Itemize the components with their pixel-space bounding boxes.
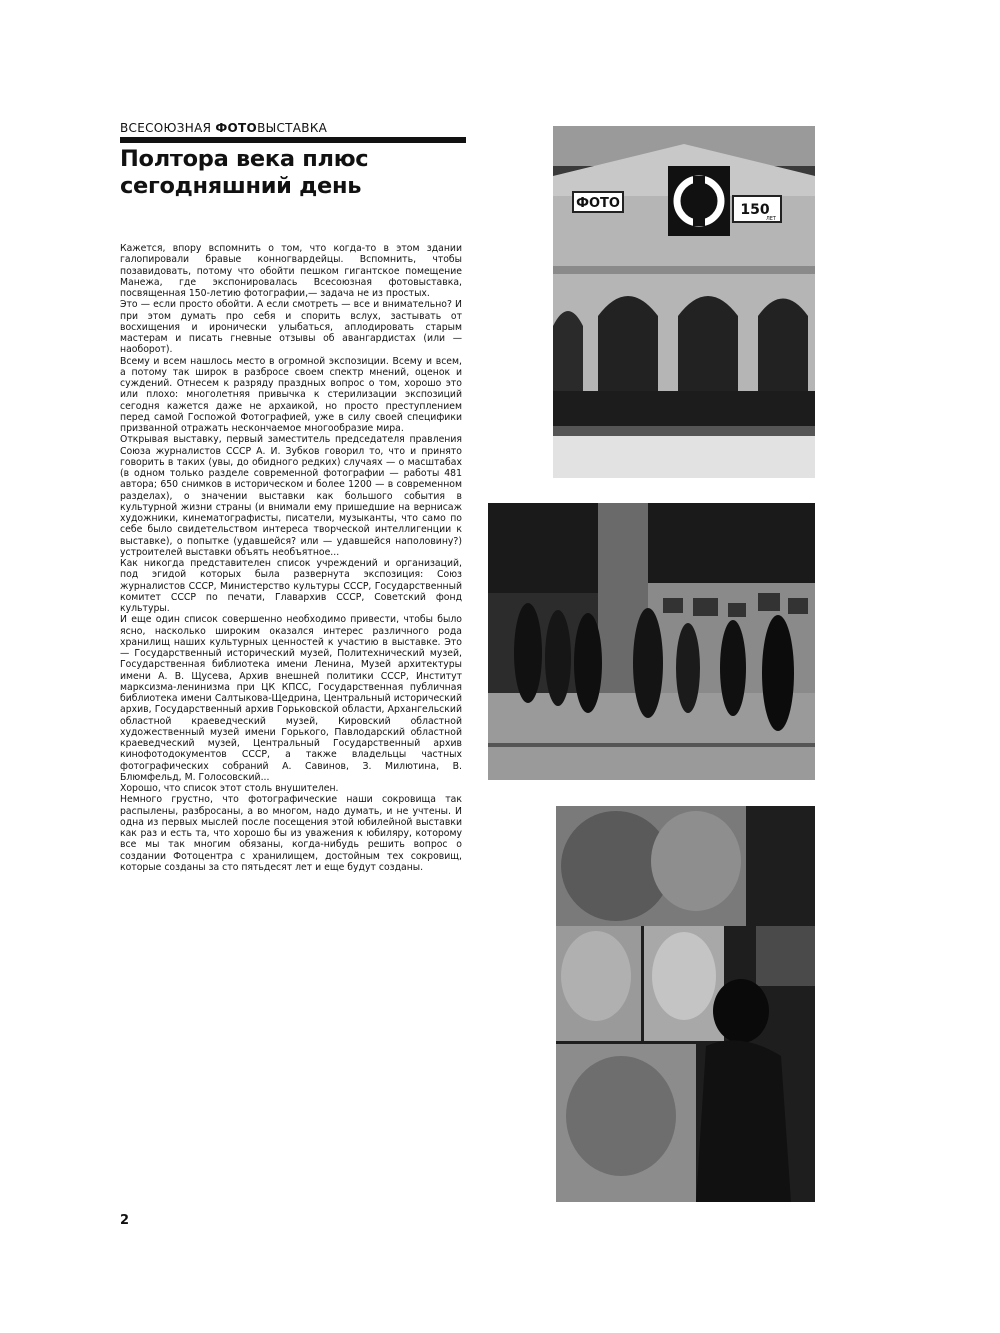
page-number: 2 <box>120 1213 130 1228</box>
paragraph: Это — если просто обойти. А если смотреть — все и внимательно? И при этом думать про себя и спорить вслух, застывать от восхищения и иронически улыбаться, аплодировать старым мастерам и писать гневные отзывы об авангардистах (или — наоборот). <box>120 299 462 356</box>
photo-manege-facade <box>553 126 815 478</box>
rubric-part-2: ФОТО <box>215 121 258 135</box>
paragraph: Хорошо, что список этот столь внушителен. <box>120 783 339 794</box>
paragraph: Кажется, впору вспомнить о том, что когда-то в этом здании галопировали бравые конногвардейцы. Вспомнить, чтобы позавидовать, потому что обойти пешком гигантское помещение Манежа, где экспонировалась Всесоюзная фотовыставка, посвященная 150-летию фотографии,— задача не из простых. <box>120 243 462 299</box>
sign-text-150: 150 <box>740 202 770 218</box>
section-rubric <box>120 121 327 135</box>
paragraph: Как никогда представителен список учреждений и организаций, под эгидой которых была развернута экспозиция: Союз журналистов СССР, Министерство культуры СССР, Государственный комитет СССР по печати, Главархив СССР, Советский фонд культуры. <box>120 558 462 614</box>
rubric-part-1: ВСЕСОЮЗНАЯ <box>120 121 216 135</box>
rubric-part-3: ВЫСТАВКА <box>257 121 328 135</box>
paragraph: Немного грустно, что фотографические наши сокровища так распылены, разбросаны, а во многом, надо думать, и не учтены. И одна из первых мыслей после посещения этой юбилейной выставки как раз и есть та, что хорошо бы из уважения к юбиляру, которому все мы так многим обязаны, когда-нибудь решить вопрос о создании Фотоцентра с хранилищем, достойным тех сокровищ, которые созданы за сто пятьдесят лет и еще будут созданы. <box>120 794 462 873</box>
paragraph: Всему и всем нашлось место в огромной экспозиции. Всему и всем, а потому так широк в разбросе своем спектр мнений, оценок и суждений. Отнесем к разряду праздных вопрос о том, хорошо это или плохо: многолетняя привычка к стерилизации экспозиций сегодня кажется даже не архаикой, но просто преступлением перед самой Госпожой Фотографией, уже в силу своей специфики призванной отражать нескончаемое многообразие мира. <box>120 355 462 434</box>
paragraph: Открывая выставку, первый заместитель председателя правления Союза журналистов СССР А. И. Зубков говорил то, что и принято говорить в таких (увы, до обидного редких) случаях — о масштабах (в одном только разделе современной фотографии — работы 481 автора; 650 снимков в историческом и более 1200 — в современном разделах), о значении выставки как большого события в культурной жизни страны (и внимали ему пришедшие на вернисаж художники, кинематографисты, писатели, музыканты, что само по себе было свидетельством интереса творческой интеллигенции к выставке), о попытке (удавшейся? или — удавшейся наполовину?) устроителей выставки объять необъятное... <box>120 434 462 558</box>
header-rule <box>120 137 466 143</box>
photo-portraits-wall <box>556 806 815 1202</box>
title-line-2: сегодняшний день <box>120 173 362 199</box>
sign-text-let: ЛЕТ <box>766 216 776 222</box>
paragraph: И еще один список совершенно необходимо привести, чтобы было ясно, насколько широким оказался интерес различного рода хранилищ наших культурных ценностей к участию в выставке. Это — Государственный исторический музей, Политехнический музей, Государственная библиотека имени Ленина, Музей архитектуры имени А. В. Щусева, Архив внешней политики СССР, Институт марксизма-ленинизма при ЦК КПСС, Государственная публичная библиотека имени Салтыкова-Щедрина, Центральный исторический архив, Государственный архив Горьковской области, Архангельский областной краеведческий музей, Кировский областной художественный музей имени Горького, Павлодарский областной краеведческий музей, Центральный Государственный архив кинофотодокументов СССР, а также владельцы частных фотографических собраний А. Савинов, З. Милютина, В. Блюмфельд, М. Голосовский... <box>120 614 462 783</box>
photo-exhibition-hall <box>488 503 815 780</box>
title-line-1: Полтора века плюс <box>120 146 369 172</box>
article-body <box>120 243 462 873</box>
article-title <box>120 146 466 200</box>
sign-text-foto: ФОТО <box>576 196 620 211</box>
